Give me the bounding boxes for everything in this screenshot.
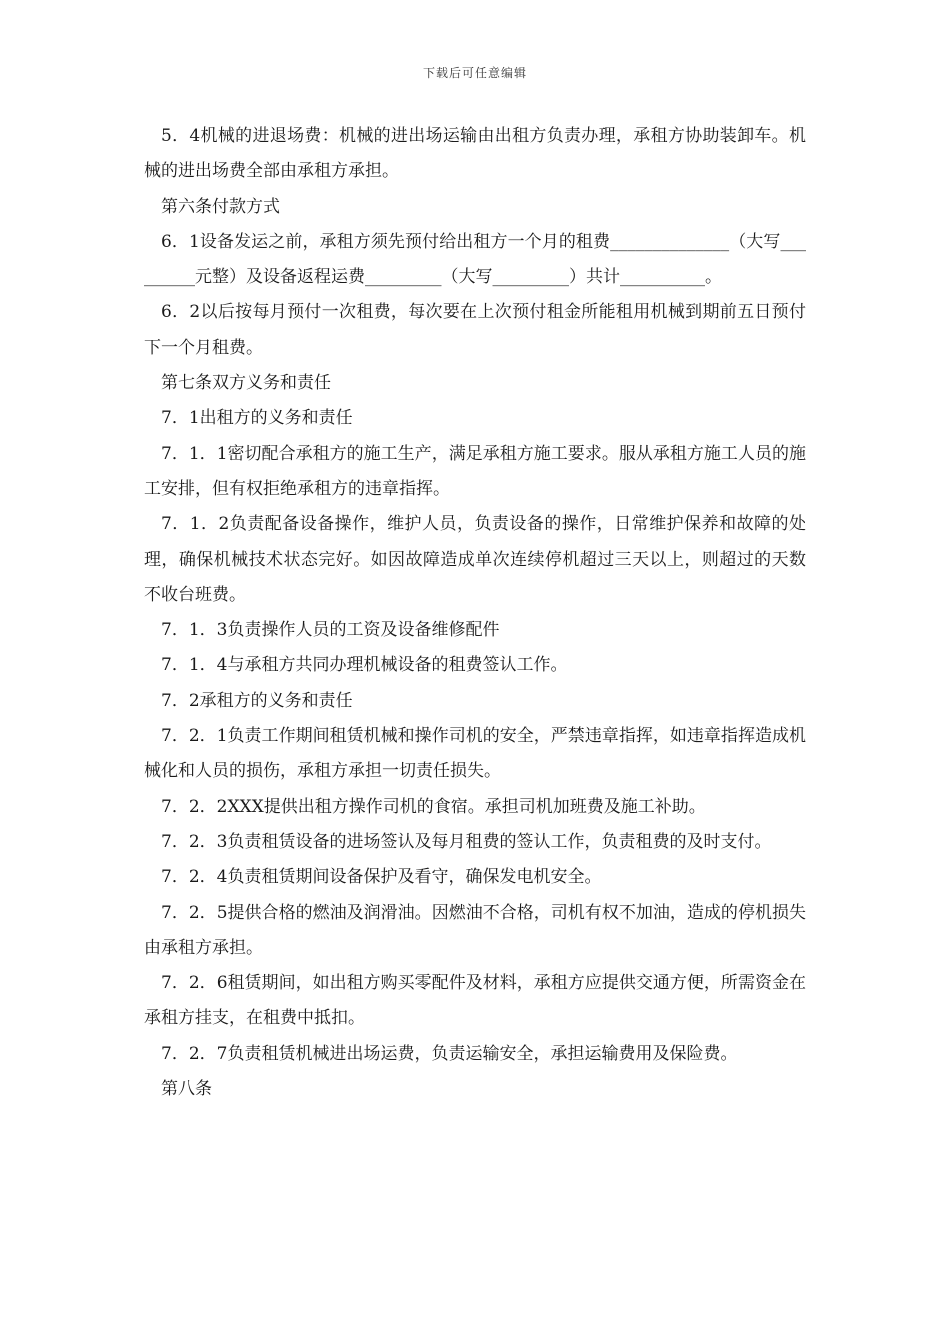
paragraph-7-2-1: 7．2．1负责工作期间租赁机械和操作司机的安全，严禁违章指挥，如违章指挥造成机械化和人员的损伤，承租方承担一切责任损失。 [144,726,806,782]
section-heading-8: 第八条 [161,1079,212,1100]
paragraph-7-2-7: 7．2．7负责租赁机械进出场运费，负责运输安全，承担运输费用及保险费。 [161,1043,738,1064]
paragraph-7-2-6: 7．2．6租赁期间，如出租方购买零配件及材料，承租方应提供交通方便，所需资金在承租方挂支，在租费中抵扣。 [144,973,806,1029]
paragraph-5-4: 5．4机械的进退场费：机械的进出场运输由出租方负责办理，承租方协助装卸车。机械的进出场费全部由承租方承担。 [144,126,806,182]
document-body [144,119,806,1107]
paragraph-7-1-1: 7．1．1密切配合承租方的施工生产，满足承租方施工要求。服从承租方施工人员的施工安排，但有权拒绝承租方的违章指挥。 [144,443,806,499]
section-heading-6: 第六条付款方式 [161,196,280,217]
subheading-7-1: 7．1出租方的义务和责任 [161,408,353,429]
paragraph-7-1-4: 7．1．4与承租方共同办理机械设备的租费签认工作。 [161,655,568,676]
paragraph-7-2-5: 7．2．5提供合格的燃油及润滑油。因燃油不合格，司机有权不加油，造成的停机损失由承租方承担。 [144,902,806,958]
page-header: 下载后可任意编辑 [422,66,527,80]
paragraph-6-1: 6．1设备发运之前，承租方须先预付给出租方一个月的租费______________（大写_________元整）及设备返程运费_________（大写_________）共计__________。 [144,231,806,288]
section-heading-7: 第七条双方义务和责任 [161,373,331,394]
paragraph-7-2-4: 7．2．4负责租赁期间设备保护及看守，确保发电机安全。 [161,867,602,888]
paragraph-7-2-3: 7．2．3负责租赁设备的进场签认及每月租费的签认工作，负责租费的及时支付。 [161,831,772,852]
paragraph-6-2: 6．2以后按每月预付一次租费，每次要在上次预付租金所能租用机械到期前五日预付下一个月租费。 [144,302,806,358]
subheading-7-2: 7．2承租方的义务和责任 [161,690,353,711]
paragraph-7-1-2: 7．1．2负责配备设备操作，维护人员，负责设备的操作，日常维护保养和故障的处理，确保机械技术状态完好。如因故障造成单次连续停机超过三天以上，则超过的天数不收台班费。 [144,514,806,605]
paragraph-7-1-3: 7．1．3负责操作人员的工资及设备维修配件 [161,620,500,641]
paragraph-7-2-2: 7．2．2XXX提供出租方操作司机的食宿。承担司机加班费及施工补助。 [161,796,706,817]
